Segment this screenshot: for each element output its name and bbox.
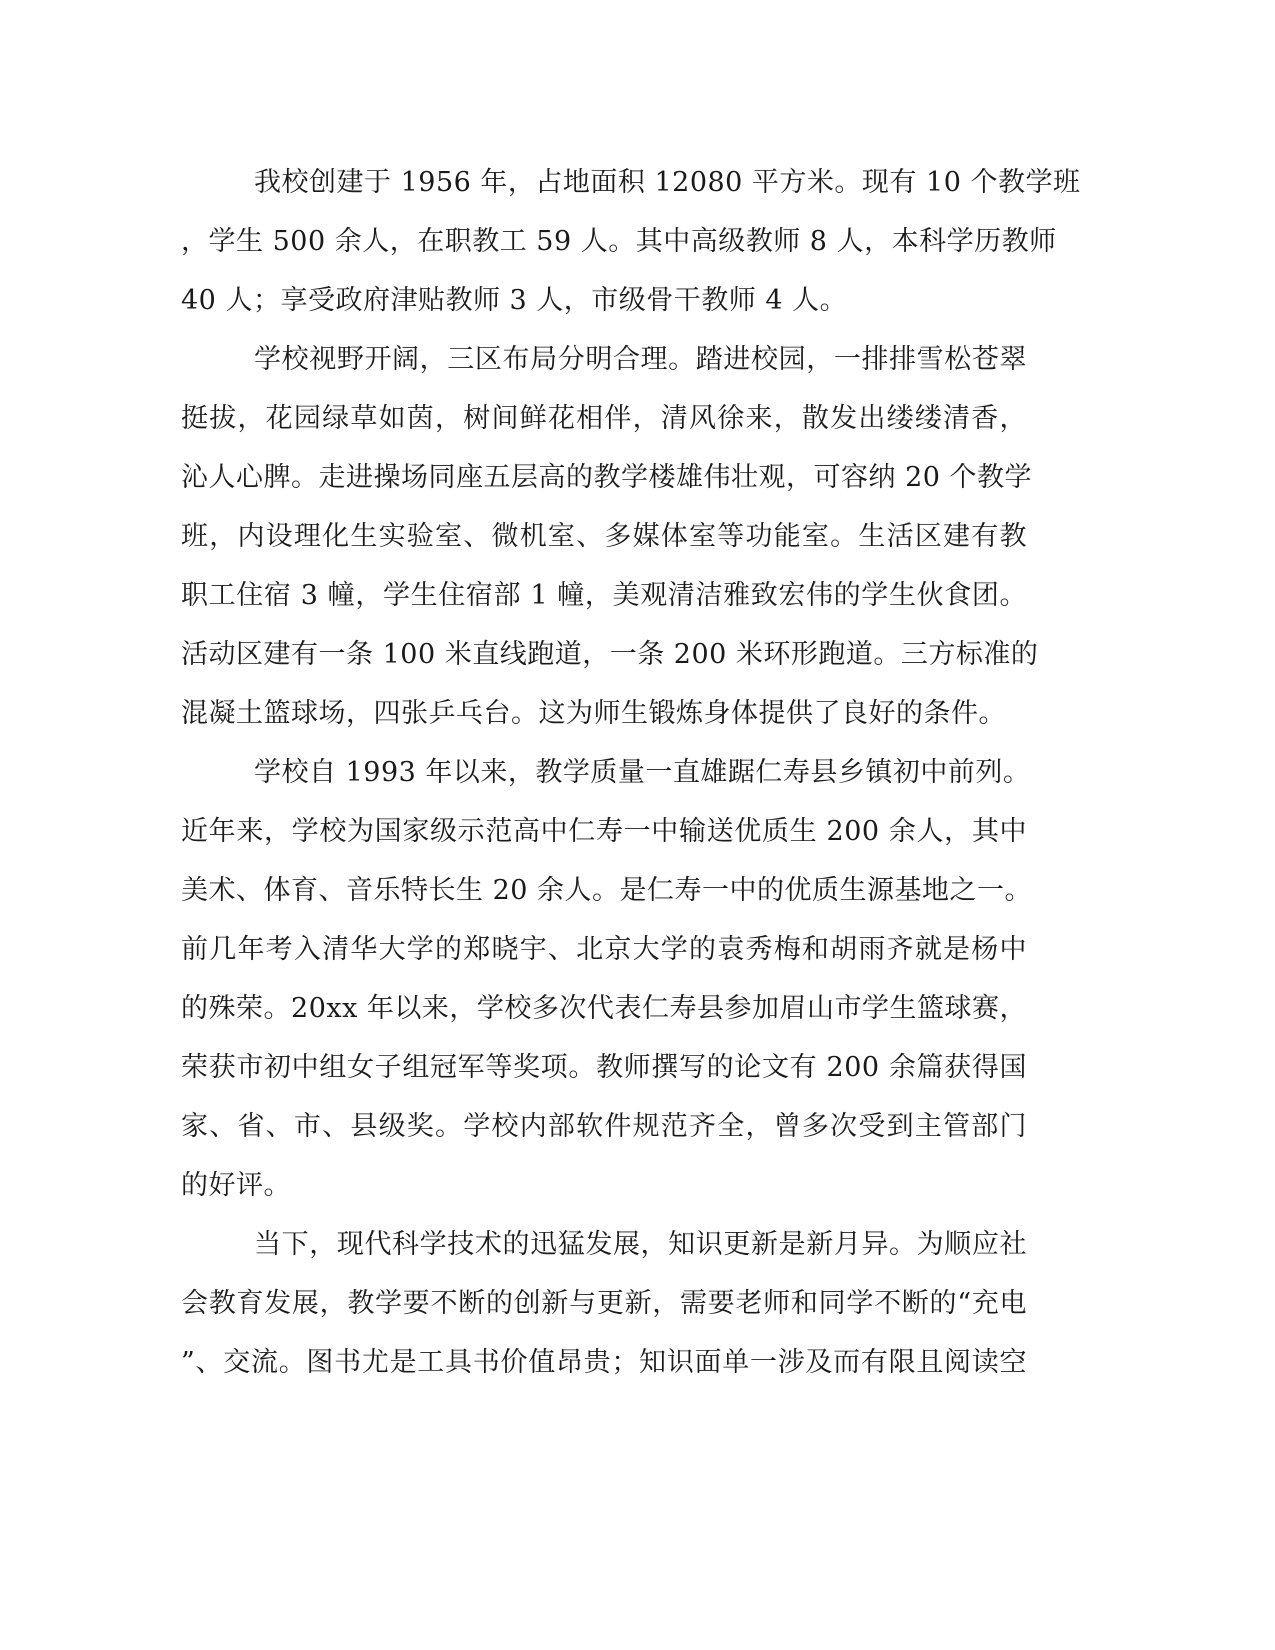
- paragraph-3-line-1: 学校自 1993 年以来，教学质量一直雄踞仁寿县乡镇初中前列。: [254, 757, 1031, 788]
- document-body: [181, 161, 1081, 1400]
- paragraph-3-line-2: 近年来，学校为国家级示范高中仁寿一中输送优质生 200 余人，其中: [181, 816, 1027, 847]
- paragraph-3-line-3: 美术、体育、音乐特长生 20 余人。是仁寿一中的优质生源基地之一。: [181, 875, 1033, 906]
- paragraph-3-line-6: 荣获市初中组女子组冠军等奖项。教师撰写的论文有 200 余篇获得国: [181, 1052, 1027, 1083]
- paragraph-3-line-5: 的殊荣。20xx 年以来，学校多次代表仁寿县参加眉山市学生篮球赛，: [181, 993, 1027, 1024]
- paragraph-2-line-7: 混凝土篮球场，四张乒乓台。这为师生锻炼身体提供了良好的条件。: [181, 698, 1006, 729]
- paragraph-2-line-3: 沁人心脾。走进操场同座五层高的教学楼雄伟壮观，可容纳 20 个教学: [181, 462, 1033, 493]
- paragraph-3-line-7: 家、省、市、县级奖。学校内部软件规范齐全，曾多次受到主管部门: [181, 1111, 1027, 1142]
- paragraph-1-line-2: ，学生 500 余人，在职教工 59 人。其中高级教师 8 人，本科学历教师: [181, 226, 1057, 257]
- paragraph-1-line-3: 40 人；享受政府津贴教师 3 人，市级骨干教师 4 人。: [181, 285, 848, 316]
- paragraph-3-line-8: 的好评。: [181, 1170, 291, 1201]
- paragraph-1-line-1: 我校创建于 1956 年，占地面积 12080 平方米。现有 10 个教学班: [254, 167, 1081, 198]
- paragraph-4-line-2: 会教育发展，教学要不断的创新与更新，需要老师和同学不断的“充电: [181, 1288, 1027, 1319]
- paragraph-4-line-1: 当下，现代科学技术的迅猛发展，知识更新是新月异。为顺应社: [254, 1229, 1027, 1260]
- paragraph-2-line-1: 学校视野开阔，三区布局分明合理。踏进校园，一排排雪松苍翠: [254, 344, 1027, 375]
- paragraph-2-line-6: 活动区建有一条 100 米直线跑道，一条 200 米环形跑道。三方标准的: [181, 639, 1039, 670]
- paragraph-2-line-4: 班，内设理化生实验室、微机室、多媒体室等功能室。生活区建有教: [181, 521, 1027, 552]
- paragraph-4-line-3: ”、交流。图书尤是工具书价值昂贵；知识面单一涉及而有限且阅读空: [181, 1347, 1027, 1378]
- paragraph-2-line-2: 挺拔，花园绿草如茵，树间鲜花相伴，清风徐来，散发出缕缕清香，: [181, 403, 1027, 434]
- paragraph-2-line-5: 职工住宿 3 幢，学生住宿部 1 幢，美观清洁雅致宏伟的学生伙食团。: [181, 580, 1027, 611]
- paragraph-3-line-4: 前几年考入清华大学的郑晓宇、北京大学的袁秀梅和胡雨齐就是杨中: [181, 934, 1027, 965]
